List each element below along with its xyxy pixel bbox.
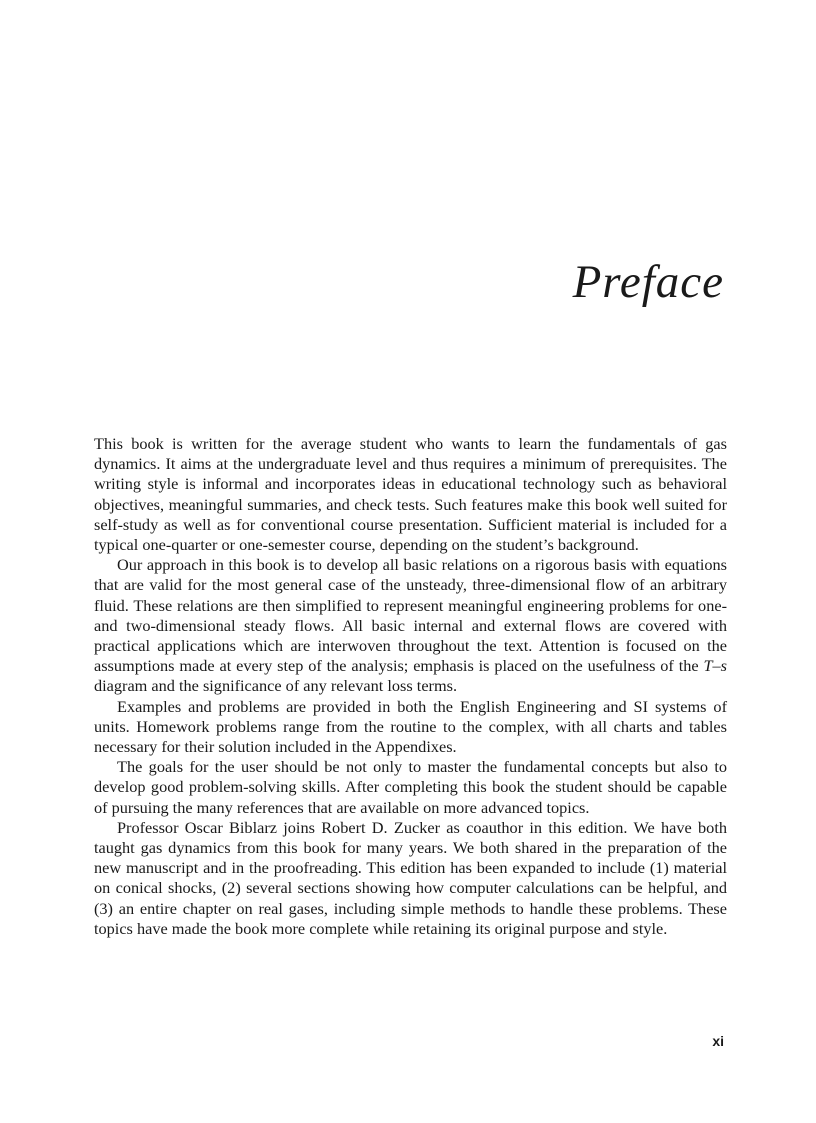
preface-body (94, 434, 727, 939)
paragraph-approach-text-end: diagram and the significance of any relevant loss terms. (94, 676, 458, 696)
paragraph-goals: The goals for the user should be not only to master the fundamental concepts but also to develop good problem-solving skills. After completing this book the student should be capable of pursuing the many references that are available on more advanced topics. (94, 757, 727, 817)
paragraph-intro: This book is written for the average student who wants to learn the fundamentals of gas dynamics. It aims at the undergraduate level and thus requires a minimum of prerequisites. The writing style is informal and incorporates ideas in educational technology such as behavioral objectives, meaningful summaries, and check tests. Such features make this book well suited for self-study as well as for conventional course presentation. Sufficient material is included for a typical one-quarter or one-semester course, depending on the student’s background. (94, 434, 727, 555)
page-title: Preface (572, 256, 724, 308)
en-dash: – (712, 656, 721, 676)
paragraph-examples: Examples and problems are provided in both the English Engineering and SI systems of units. Homework problems range from the routine to the complex, with all charts and tables necessary for their solution included in the Appendixes. (94, 696, 727, 757)
paragraph-coauthor: Professor Oscar Biblarz joins Robert D. Zucker as coauthor in this edition. We have both taught gas dynamics from this book for many years. We both shared in the preparation of the new manuscript and in the proofreading. This edition has been expanded to include (1) material on conical shocks, (2) several sections showing how computer calculations can be helpful, and (3) an entire chapter on real gases, including simple methods to handle these problems. These topics have made the book more complete while retaining its original purpose and style. (94, 817, 727, 938)
paragraph-approach (94, 555, 727, 696)
entropy-variable: s (720, 656, 727, 676)
temperature-variable: T (703, 656, 713, 676)
paragraph-approach-text-start: Our approach in this book is to develop all basic relations on a rigorous basis with equations that are valid for the most general case of the unsteady, three-dimensional flow of an arbitrary fluid. These relations are then simplified to represent meaningful engineering problems for one- and two-dimensional steady flows. All basic internal and external flows are covered with practical applications which are interwoven throughout the text. Attention is focused on the assumptions made at every step of the analysis; emphasis is placed on the usefulness of the (94, 555, 727, 676)
page-number: xi (712, 1033, 724, 1049)
